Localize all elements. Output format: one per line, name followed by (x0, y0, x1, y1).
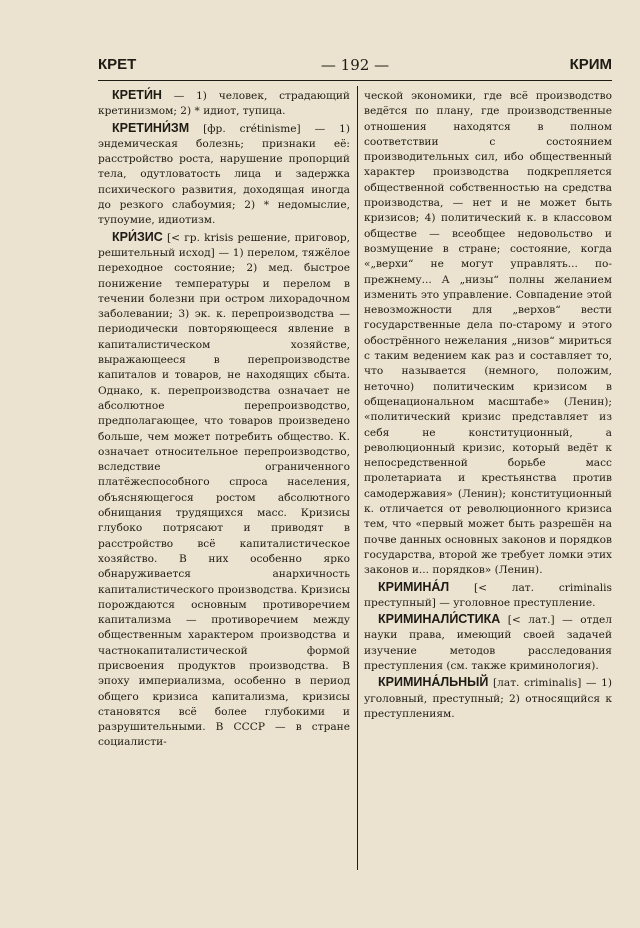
headword: КРЕТИ́Н (112, 88, 162, 102)
definition: [лат. criminalis] — 1) уголовный, преступный; 2) относящийся к преступлениям. (364, 677, 612, 720)
definition: [< лат. criminalis преступный] — уголовное преступление. (364, 581, 612, 609)
headword: КРИМИНАЛИ́СТИКА (378, 612, 501, 627)
entry-kretinizm (98, 121, 350, 229)
headword: КРИМИНА́Л (378, 579, 450, 594)
column-divider (357, 86, 358, 870)
definition: [фр. crétinisme] — 1) эндемическая болезнь; признаки её: расстройство роста, нарушение пропорций тела, одутловатость лица и задержка психического развития, доходящая иногда до резкого слабоумия; 2) * недомыслие, тупоумие, идиотизм. (98, 122, 350, 227)
definition: ческой экономики, где всё производство ведётся по плану, где производственные отношения находятся в полном соответствии с состоянием производительных сил, ибо общественный характер производства подкрепляется общественной собственностью на средства производства, — нет и не может быть кризисов; 4) политический к. в классовом обществе — всеобщее недовольство и возмущение в стране; состояние, когда «„верхи“ не могут управлять... по-прежнему... А „низы“ полны желанием изменить это управление. Совпадение этой невозможности для „верхов“ вести государственные дела по-старому и этого обострённого нежелания „низов“ мириться с таким ведением как раз и составляет то, что называется (немного, положим, неточно) политическим кризисом в общенациональном масштабе» (Ленин); «политический кризис представляет из себя не конституционный, а революционный кризис, который ведёт к непосредственной борьбе масс пролетариата и крестьянства против самодержавия» (Ленин); конституционный к. отличается от революционного кризиса тем, что «первый может быть разрешён на почве данных основных законов и порядков государства, второй же требует ломки этих законов и... порядков» (Ленин). (364, 90, 613, 577)
entry-kretin (98, 88, 350, 120)
entry-kriminalnyj (364, 675, 612, 722)
entry-krizis-continued (364, 88, 612, 579)
headword: КРЕТИНИ́ЗМ (112, 120, 190, 135)
headword: КРИМИНА́ЛЬНЫЙ (378, 675, 489, 690)
left-column (98, 88, 350, 752)
entry-krizis (98, 230, 350, 751)
entry-kriminal (364, 580, 612, 612)
definition: [< гр. krisis решение, приговор, решительный исход] — 1) перелом, тяжёлое переходное состояние; 2) мед. быстрое понижение температуры и перелом в течении болезни при остром лихорадочном заболевании; 3) эк. к. перепроизводства — периодически повторяющееся явление в капиталистическом хозяйстве, выражающееся в перепроизводстве капиталов и товаров, не находящих сбыта. Однако, к. перепроизводства означает не абсолютное перепроизводство, предполагающее, что товаров произведено больше, чем может потребить общество. К. означает относительное перепроизводство, вследствие ограниченного платёжеспособного спроса населения, объясняющегося ростом абсолютного обнищания трудящихся масс. Кризисы глубоко потрясают и приводят в расстройство всё капиталистическое хозяйство. В них особенно ярко обнаруживается анархичность капиталистического производства. Кризисы порождаются основным противоречием капитализма — противоречием между общественным характером производства и частнокапиталистической формой присвоения продуктов производства. В эпоху империализма, особенно в период общего кризиса капитализма, кризисы становятся всё более глубокими и разрушительными. В СССР — в стране социалисти- (98, 231, 350, 749)
header-right-guideword: КРИМ (569, 56, 612, 73)
page-header (98, 56, 612, 78)
definition: — 1) человек, страдающий кретинизмом; 2) * идиот, тупица. (98, 90, 350, 118)
page-number: — 192 — (320, 56, 390, 74)
entry-kriminalistika (364, 612, 612, 674)
header-left-guideword: КРЕТ (98, 56, 137, 73)
right-column (364, 88, 612, 723)
header-rule (98, 80, 612, 81)
definition: [< лат.] — отдел науки права, имеющий своей задачей изучение методов расследования преступления (см. также криминология). (364, 614, 612, 672)
headword: КРИ́ЗИС (112, 229, 163, 244)
